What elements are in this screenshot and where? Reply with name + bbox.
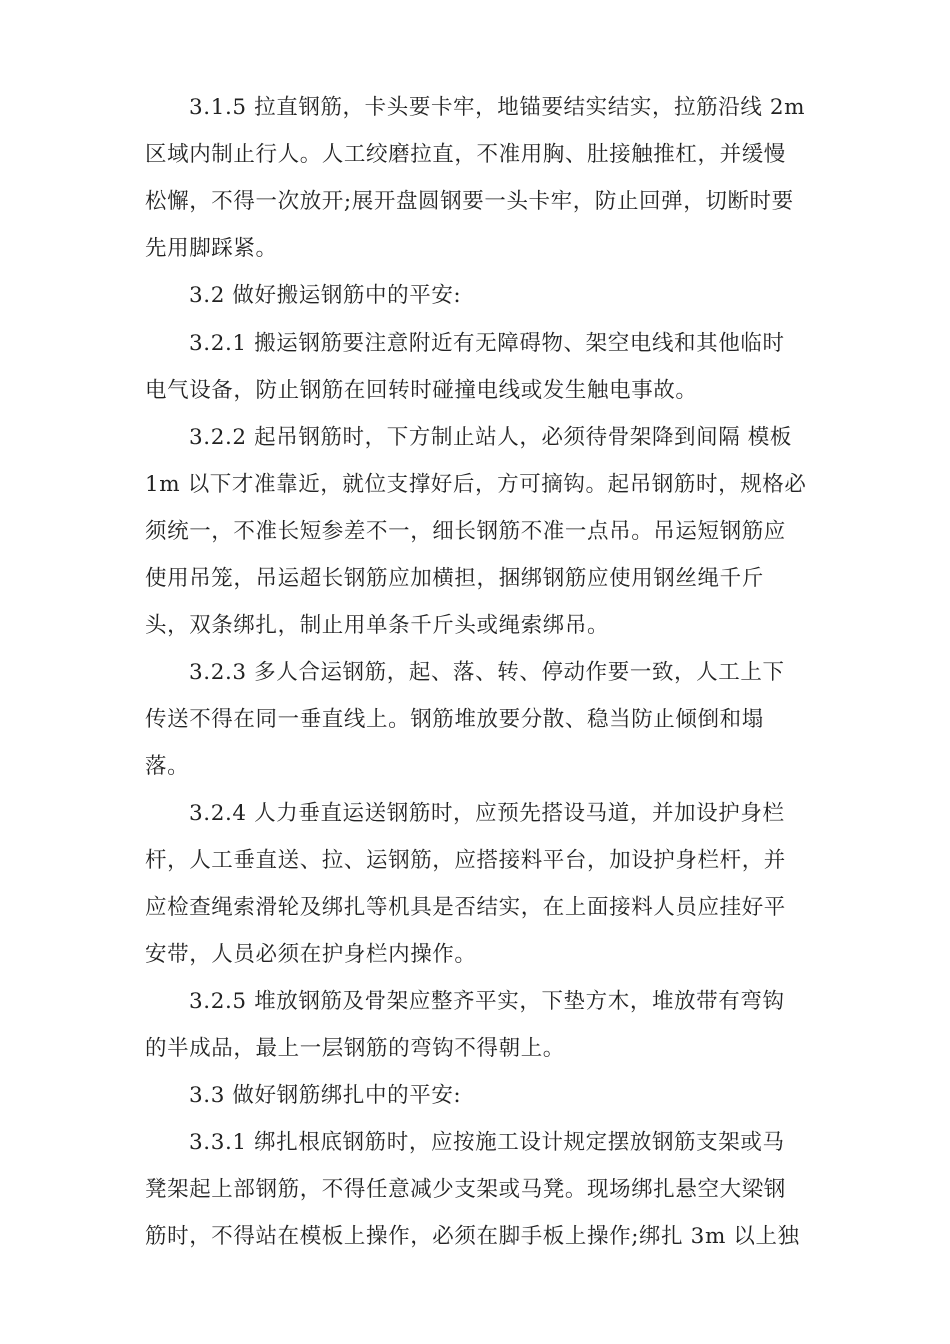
paragraph-3-2-4-line-1: 3.2.4 人力垂直运送钢筋时，应预先搭设马道，并加设护身栏 xyxy=(189,801,785,826)
paragraph-3-2-2-line-1: 3.2.2 起吊钢筋时，下方制止站人，必须待骨架降到间隔 模板 xyxy=(189,425,792,450)
paragraph-3-2-3-line-3: 落。 xyxy=(145,754,190,779)
paragraph-3-2-3-line-2: 传送不得在同一垂直线上。钢筋堆放要分散、稳当防止倾倒和塌 xyxy=(145,707,764,732)
paragraph-3-2-2-line-3: 须统一，不准长短参差不一，细长钢筋不准一点吊。吊运短钢筋应 xyxy=(145,519,786,544)
paragraph-3-2-3-line-1: 3.2.3 多人合运钢筋，起、落、转、停动作要一致，人工上下 xyxy=(189,660,785,685)
heading-3-3: 3.3 做好钢筋绑扎中的平安: xyxy=(189,1083,462,1108)
paragraph-3-1-5-line-1: 3.1.5 拉直钢筋，卡头要卡牢，地锚要结实结实，拉筋沿线 2m xyxy=(189,95,806,120)
paragraph-3-2-5-line-1: 3.2.5 堆放钢筋及骨架应整齐平实，下垫方木，堆放带有弯钩 xyxy=(189,989,785,1014)
paragraph-3-2-2-line-2: 1m 以下才准靠近，就位支撑好后，方可摘钩。起吊钢筋时，规格必 xyxy=(145,472,807,497)
paragraph-3-2-2-line-4: 使用吊笼，吊运超长钢筋应加横担，捆绑钢筋应使用钢丝绳千斤 xyxy=(145,566,764,591)
paragraph-3-2-5-line-2: 的半成品，最上一层钢筋的弯钩不得朝上。 xyxy=(145,1036,565,1061)
paragraph-3-1-5-line-2: 区域内制止行人。人工绞磨拉直，不准用胸、肚接触推杠，并缓慢 xyxy=(145,142,786,167)
paragraph-3-3-1-line-1: 3.3.1 绑扎根底钢筋时，应按施工设计规定摆放钢筋支架或马 xyxy=(189,1130,785,1155)
heading-3-2: 3.2 做好搬运钢筋中的平安: xyxy=(189,283,462,308)
paragraph-3-3-1-line-2: 凳架起上部钢筋，不得任意减少支架或马凳。现场绑扎悬空大梁钢 xyxy=(145,1177,786,1202)
paragraph-3-2-4-line-4: 安带，人员必须在护身栏内操作。 xyxy=(145,942,477,967)
paragraph-3-2-4-line-2: 杆，人工垂直送、拉、运钢筋，应搭接料平台，加设护身栏杆，并 xyxy=(145,848,786,873)
paragraph-3-2-2-line-5: 头，双条绑扎，制止用单条千斤头或绳索绑吊。 xyxy=(145,613,610,638)
paragraph-3-2-4-line-3: 应检查绳索滑轮及绑扎等机具是否结实，在上面接料人员应挂好平 xyxy=(145,895,786,920)
paragraph-3-2-1-line-1: 3.2.1 搬运钢筋要注意附近有无障碍物、架空电线和其他临时 xyxy=(189,331,785,356)
paragraph-3-3-1-line-3: 筋时，不得站在模板上操作，必须在脚手板上操作;绑扎 3m 以上独 xyxy=(145,1224,800,1249)
paragraph-3-2-1-line-2: 电气设备，防止钢筋在回转时碰撞电线或发生触电事故。 xyxy=(145,378,698,403)
paragraph-3-1-5-line-3: 松懈，不得一次放开;展开盘圆钢要一头卡牢，防止回弹，切断时要 xyxy=(145,189,794,214)
paragraph-3-1-5-line-4: 先用脚踩紧。 xyxy=(145,236,278,261)
